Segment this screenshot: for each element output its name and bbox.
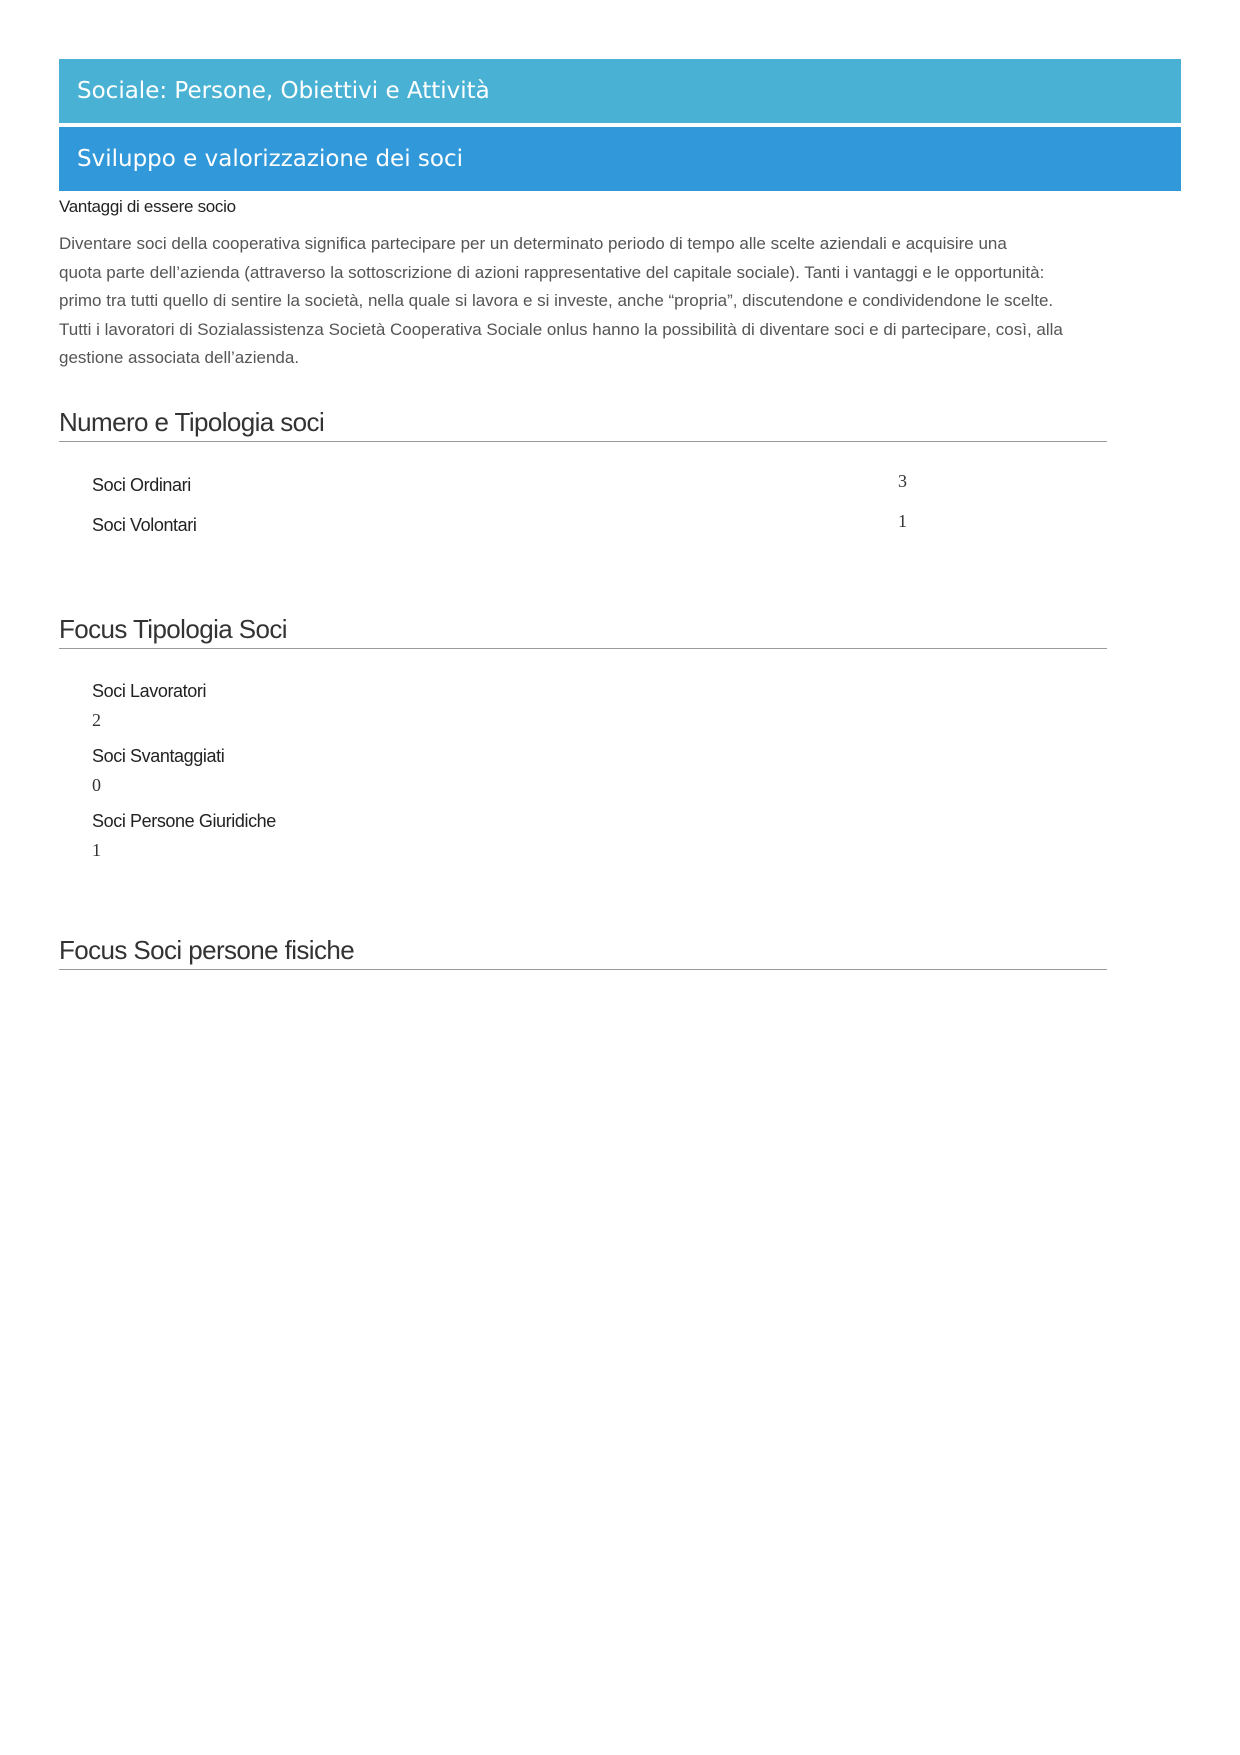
- intro-line: primo tra tutti quello di sentire la società, nella quale si lavora e si investe, anche “propria”, discutendone e condividendone le scelte.: [59, 291, 1054, 310]
- focus-value-soci-persone-giuridiche: 1: [92, 840, 101, 860]
- intro-line: Tutti i lavoratori di Sozialassistenza Società Cooperativa Sociale onlus hanno la possibilità di diventare soci e di partecipare, così, alla: [59, 319, 1063, 339]
- section-title-numero-tipologia: Numero e Tipologia soci: [59, 405, 1107, 442]
- row-value-soci-ordinari: 3: [898, 471, 907, 491]
- section-banner-title: Sociale: Persone, Obiettivi e Attività: [77, 78, 490, 104]
- subsection-banner: [59, 127, 1181, 191]
- section-title-focus-tipologia: Focus Tipologia Soci: [59, 612, 1107, 649]
- intro-paragraph: [59, 230, 1119, 373]
- subsection-banner-title: Sviluppo e valorizzazione dei soci: [77, 146, 463, 172]
- row-label-soci-ordinari: Soci Ordinari: [92, 475, 191, 495]
- intro-line: Diventare soci della cooperativa significa partecipare per un determinato periodo di tempo alle scelte aziendali e acquisire una: [59, 234, 1007, 253]
- row-label-soci-volontari: Soci Volontari: [92, 515, 197, 535]
- focus-label-soci-persone-giuridiche: Soci Persone Giuridiche: [92, 811, 276, 831]
- focus-label-soci-svantaggiati: Soci Svantaggiati: [92, 746, 225, 766]
- focus-label-soci-lavoratori: Soci Lavoratori: [92, 681, 207, 701]
- section-title-focus-persone-fisiche: Focus Soci persone fisiche: [59, 933, 1107, 970]
- intro-line: gestione associata dell’azienda.: [59, 348, 300, 367]
- focus-value-soci-svantaggiati: 0: [92, 775, 101, 795]
- section-banner: [59, 59, 1181, 123]
- row-value-soci-volontari: 1: [898, 511, 907, 531]
- intro-line: quota parte dell’azienda (attraverso la sottoscrizione di azioni rappresentative del capitale sociale). Tanti i vantaggi e le opportunità:: [59, 262, 1045, 282]
- intro-heading: Vantaggi di essere socio: [59, 197, 236, 216]
- focus-value-soci-lavoratori: 2: [92, 710, 101, 730]
